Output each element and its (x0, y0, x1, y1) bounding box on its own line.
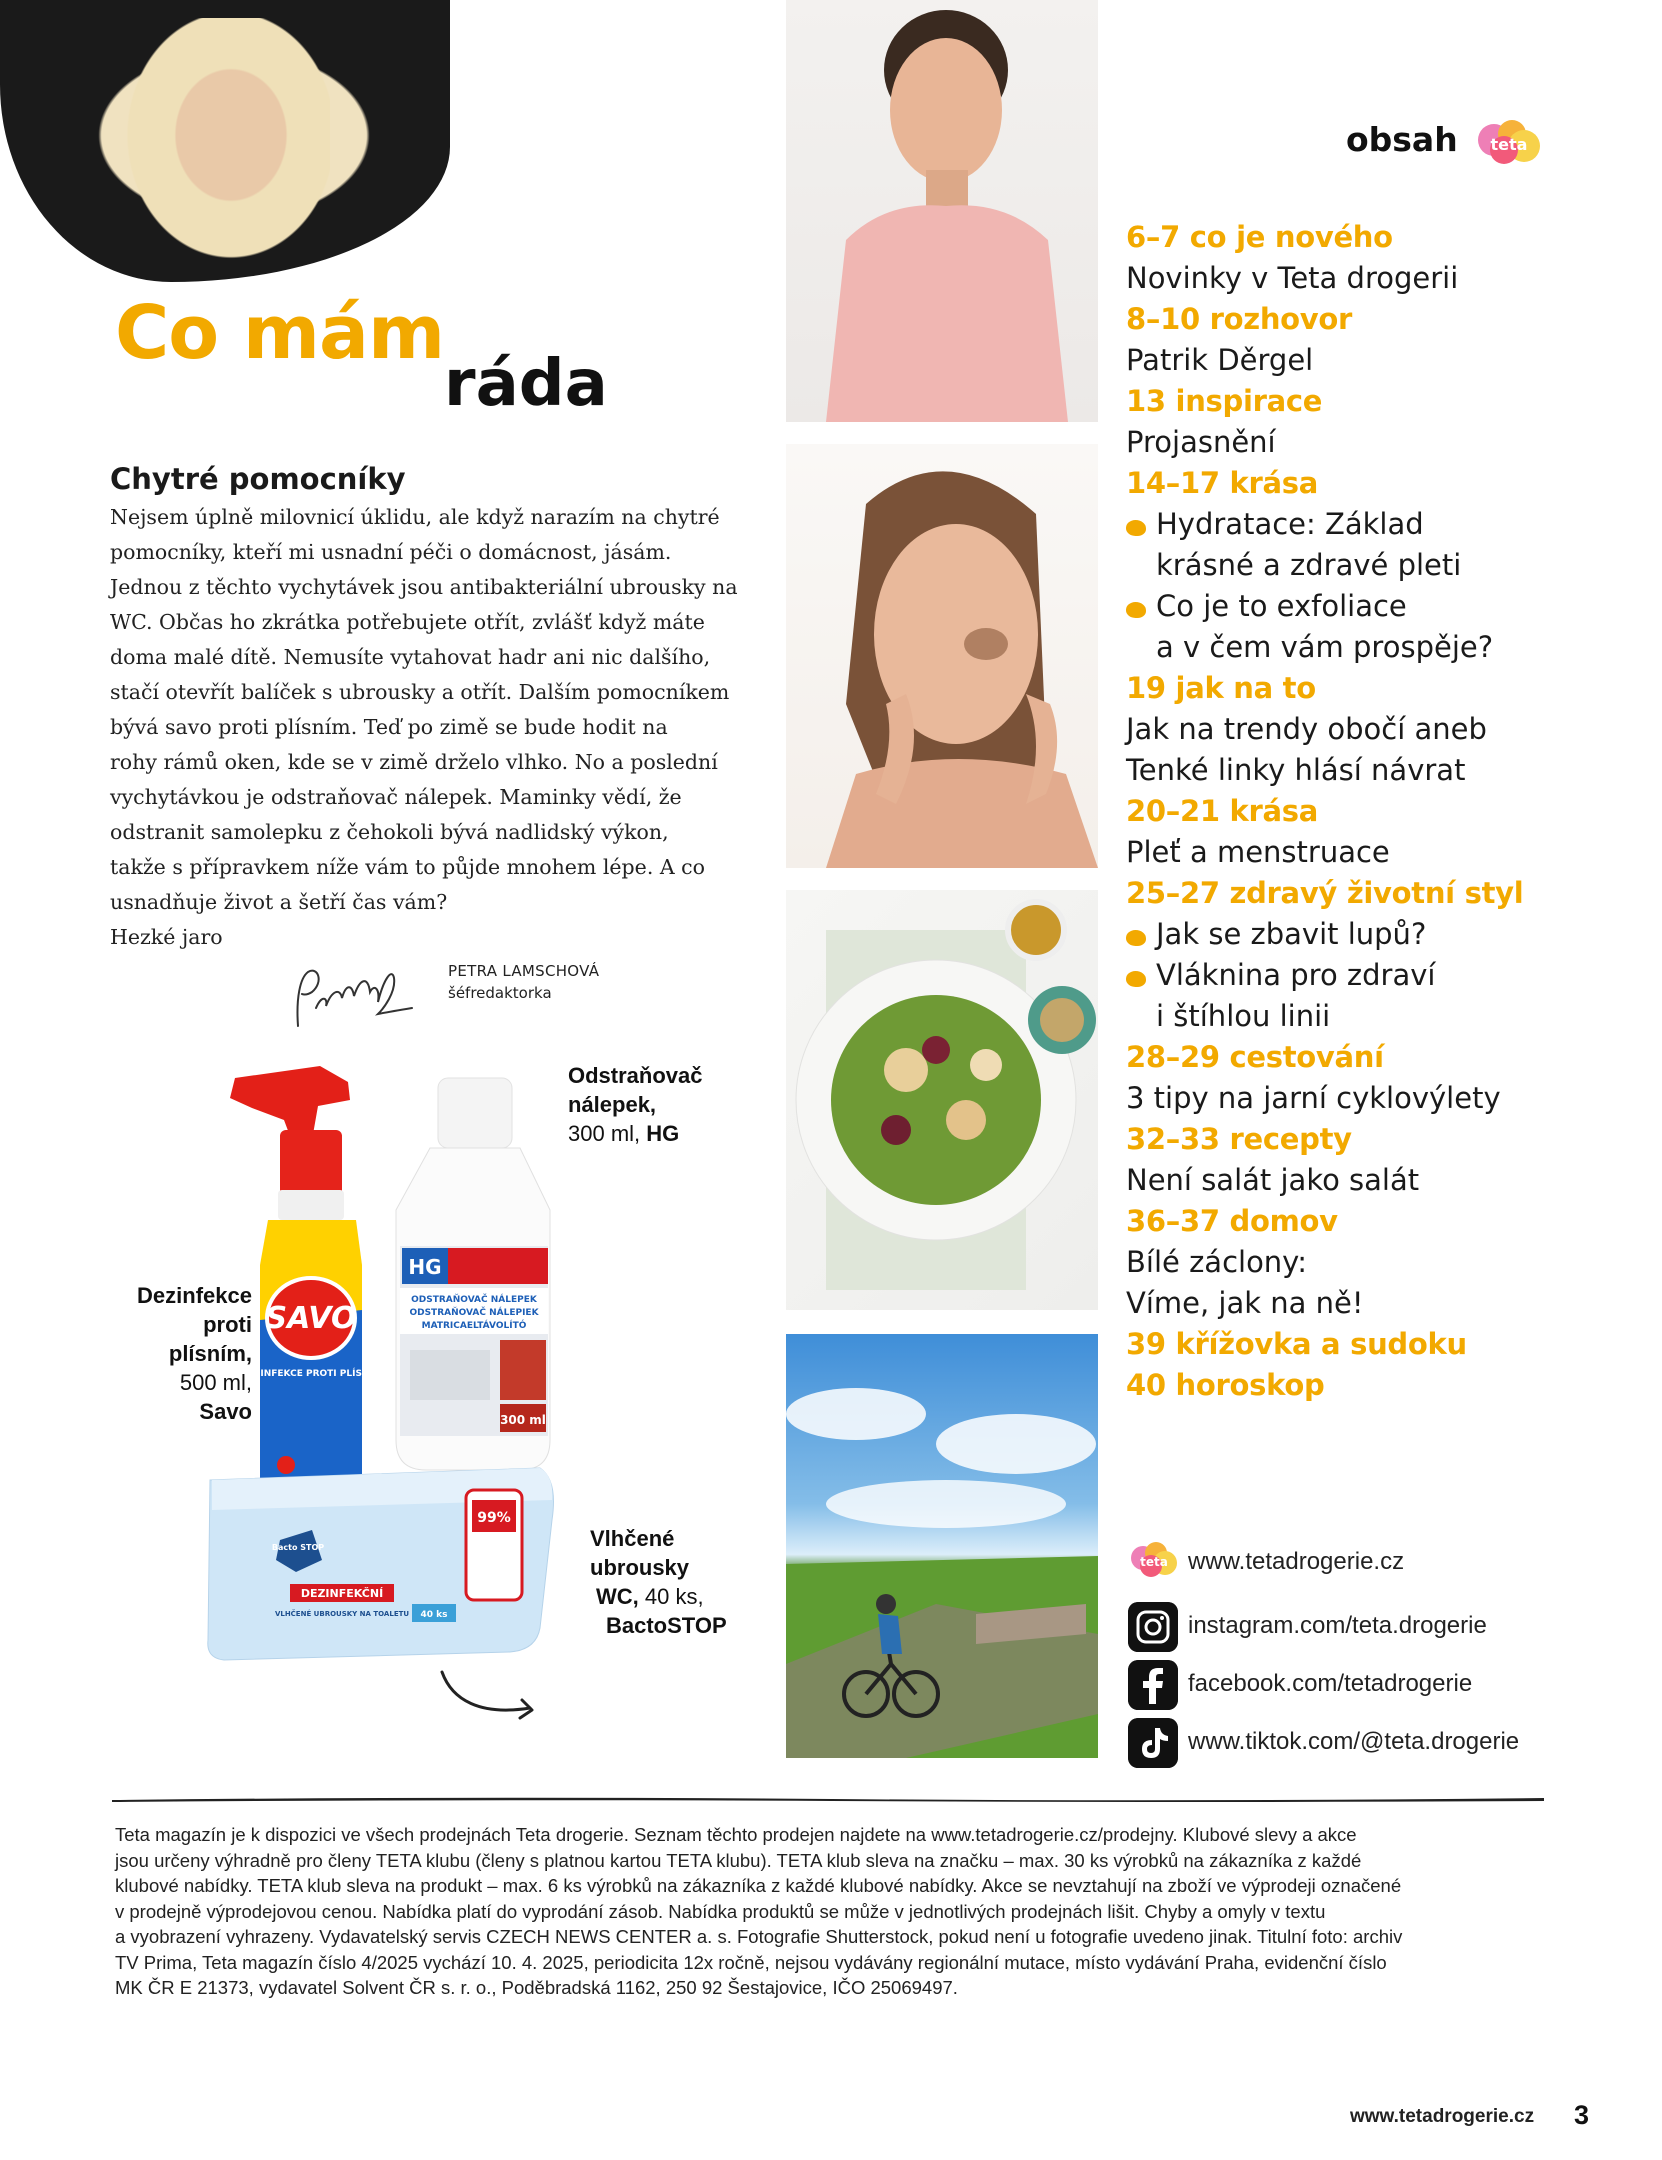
photo-salad (786, 890, 1098, 1310)
tiktok-icon (1128, 1718, 1178, 1768)
photo-patrik-dergel (786, 0, 1098, 422)
body-line: bývá savo proti plísním. Teď po zimě se bude hodit na (110, 715, 668, 739)
teta-logo-icon (1472, 118, 1546, 166)
table-of-contents (1126, 217, 1626, 1406)
toc-heading[interactable]: 8–10 rozhovor (1126, 302, 1353, 336)
toc-item: Pleť a menstruace (1126, 835, 1390, 869)
body-line: stačí otevřít balíček s ubrousky a otřít. Dalším pomocníkem (110, 680, 730, 704)
toc-heading[interactable]: 6–7 co je nového (1126, 220, 1393, 254)
hg-text-1: ODSTRAŇOVAČ NÁLEPEK (411, 1295, 537, 1305)
toc-item: Patrik Děrgel (1126, 343, 1314, 377)
label-line: nálepek, (568, 1092, 657, 1117)
instagram-url[interactable]: instagram.com/teta.drogerie (1188, 1612, 1487, 1639)
bacto-pct-text: 99% (477, 1510, 511, 1526)
instagram-link[interactable] (1128, 1598, 1598, 1656)
label-line: BactoSTOP (606, 1613, 727, 1638)
bacto-brand-text: Bacto STOP (271, 1543, 325, 1552)
body-line: vychytávkou je odstraňovač nálepek. Maminky vědí, že (110, 785, 682, 809)
toc-item: Vláknina pro zdraví (1126, 955, 1626, 996)
photo-woman-exfoliation (786, 444, 1098, 868)
body-line: doma malé dítě. Nemusíte vytahovat hadr ani nic dalšího, (110, 645, 711, 669)
imprint-line: jsou určeny výhradně pro členy TETA klubu (členy s platnou kartou TETA klubu). TETA klub sleva na značku – max. 30 ks výrobků na zákazníka z každé (115, 1849, 1362, 1871)
bullet-icon (1126, 602, 1146, 618)
toc-heading[interactable]: 25–27 zdravý životní styl (1126, 876, 1524, 910)
headline-part2: ráda (444, 347, 608, 421)
bactostop-pack (208, 1468, 554, 1660)
toc-item: 3 tipy na jarní cyklovýlety (1126, 1081, 1501, 1115)
hg-bottle (396, 1078, 550, 1470)
imprint-text (115, 1822, 1535, 2001)
body-line: Jednou z těchto vychytávek jsou antibakteriální ubrousky na (110, 575, 738, 599)
tiktok-link[interactable] (1128, 1714, 1598, 1772)
footer-url[interactable]: www.tetadrogerie.cz (1350, 2106, 1535, 2127)
toc-item: Jak na trendy obočí aneb (1126, 712, 1487, 746)
toc-item: Novinky v Teta drogerii (1126, 261, 1459, 295)
body-line: usnadňuje život a šetří čas vám? (110, 890, 448, 914)
toc-heading[interactable]: 28–29 cestování (1126, 1040, 1384, 1074)
page-number: 3 (1574, 2100, 1590, 2130)
teta-logo-text: teta (1490, 135, 1528, 154)
label-line: Vlhčené (590, 1526, 675, 1551)
instagram-icon (1128, 1602, 1178, 1652)
author-role: šéfredaktorka (448, 984, 552, 1002)
imprint-line: MK ČR E 21373, vydavatel Solvent ČR s. r. o., Poděbradská 1162, 250 92 Šestajovice, IČO 25069497. (115, 1977, 958, 1998)
label-line: Savo (199, 1399, 252, 1424)
hg-text-3: MATRICAELTÁVOLÍTÓ (421, 1321, 527, 1331)
toc-heading[interactable]: 13 inspirace (1126, 384, 1323, 418)
tiktok-url[interactable]: www.tiktok.com/@teta.drogerie (1188, 1728, 1520, 1755)
body-line: rohy rámů oken, kde se v zimě drželo vlhko. No a poslední (110, 750, 718, 774)
savo-brand-text: SAVO (265, 1301, 357, 1336)
toc-item: Co je to exfoliace (1126, 586, 1626, 627)
label-line: Odstraňovač (568, 1063, 703, 1088)
website-link[interactable] (1128, 1540, 1598, 1598)
editorial-subtitle: Chytré pomocníky (110, 462, 406, 496)
bullet-icon (1126, 971, 1146, 987)
toc-heading[interactable]: 14–17 krása (1126, 466, 1318, 500)
product-label-hg (568, 1061, 703, 1148)
bacto-count-text: 40 ks (420, 1610, 448, 1620)
arrow-icon (442, 1672, 530, 1710)
imprint-line: a vyobrazení vyhrazeny. Vydavatelský servis CZECH NEWS CENTER a. s. Fotografie Shutterstock, pokud není u fotografie uvedeno jinak. Titulní foto: archiv (115, 1926, 1403, 1947)
hg-brand-text: HG (408, 1255, 442, 1279)
hg-text-2: ODSTRAŇOVAČ NÁLEPIEK (409, 1308, 539, 1318)
author-name: PETRA LAMSCHOVÁ (448, 962, 600, 980)
label-line: Dezinfekce (137, 1283, 252, 1308)
savo-bottle (230, 1066, 382, 1502)
editor-face (110, 18, 330, 278)
product-label-bactostop: Vlhčené ubrousky WC, 40 ks, BactoSTOP (590, 1526, 727, 1638)
label-line: 300 ml, (568, 1121, 647, 1146)
editor-signature (288, 948, 428, 1038)
label-line: ubrousky (590, 1555, 690, 1580)
photo-cycling-landscape (786, 1334, 1098, 1758)
toc-item: Projasnění (1126, 425, 1276, 459)
website-url[interactable]: www.tetadrogerie.cz (1188, 1548, 1405, 1575)
imprint-line: v prodejně výprodejovou cenou. Nabídka platí do vyprodání zásob. Nabídka produktů se může v jednotlivých prodejnách lišit. Chyby a omyly v textu (115, 1900, 1326, 1922)
bacto-sub-text: VLHČENÉ UBROUSKY NA TOALETU (274, 1610, 410, 1618)
label-line: proti (203, 1312, 252, 1337)
facebook-url[interactable]: facebook.com/tetadrogerie (1188, 1670, 1473, 1697)
teta-logo-icon (1128, 1540, 1180, 1580)
toc-item: Hydratace: Základ (1126, 504, 1626, 545)
body-line: takže s přípravkem níže vám to půjde mnohem lépe. A co (110, 855, 705, 879)
editor-portrait-photo (0, 0, 450, 282)
toc-item: a v čem vám prospěje? (1156, 630, 1494, 664)
bacto-label-text: DEZINFEKČNÍ (300, 1587, 384, 1600)
savo-label-text: DEZINFEKCE PROTI PLÍSNÍM (240, 1369, 382, 1379)
body-line: Hezké jaro (110, 925, 223, 949)
hg-volume-text: 300 ml (500, 1413, 546, 1427)
toc-heading[interactable]: 39 křížovka a sudoku (1126, 1327, 1467, 1361)
footer-divider (112, 1794, 1544, 1804)
toc-heading[interactable]: 20–21 krása (1126, 794, 1318, 828)
body-line: WC. Občas ho zkrátka potřebujete otřít, zvlášť když máte (110, 610, 705, 634)
toc-item: krásné a zdravé pleti (1156, 548, 1462, 582)
products-illustration (200, 1060, 620, 1760)
headline-part1: Co mám (115, 290, 445, 376)
social-links (1128, 1540, 1598, 1772)
body-line: Nejsem úplně milovnicí úklidu, ale když narazím na chytré (110, 505, 720, 529)
facebook-link[interactable] (1128, 1656, 1598, 1714)
toc-heading[interactable]: 36–37 domov (1126, 1204, 1338, 1238)
imprint-line: klubové nabídky. TETA klub sleva na produkt – max. 6 ks výrobků na zákazníka z každé klubové nabídky. Akce se nevztahují na zboží ve výprodeji označené (115, 1875, 1402, 1896)
bullet-icon (1126, 520, 1146, 536)
toc-heading[interactable]: 19 jak na to (1126, 671, 1316, 705)
toc-item: Není salát jako salát (1126, 1163, 1420, 1197)
imprint-line: TV Prima, Teta magazín číslo 4/2025 vychází 10. 4. 2025, periodicita 12x ročně, nejsou vydávány regionální mutace, místo vydávání Praha, evidenční číslo (115, 1951, 1387, 1973)
toc-title: obsah (1346, 120, 1458, 159)
label-line: plísním, (168, 1341, 252, 1366)
imprint-line: Teta magazín je k dispozici ve všech prodejnách Teta drogerie. Seznam těchto prodejen najdete na www.tetadrogerie.cz/prodejny. Klubové slevy a akce (115, 1824, 1357, 1845)
label-line: 500 ml, (179, 1370, 252, 1395)
product-label-savo (112, 1281, 252, 1426)
toc-item: Bílé záclony: (1126, 1245, 1308, 1279)
editorial-body (110, 500, 745, 955)
toc-item: Tenké linky hlásí návrat (1126, 753, 1466, 787)
label-brand: HG (646, 1121, 680, 1146)
body-line: pomocníky, kteří mi usnadní péči o domácnost, jásám. (110, 540, 672, 564)
toc-heading[interactable]: 32–33 recepty (1126, 1122, 1352, 1156)
toc-item: Jak se zbavit lupů? (1126, 914, 1626, 955)
toc-item: Víme, jak na ně! (1126, 1286, 1364, 1320)
teta-logo-text: teta (1140, 1555, 1168, 1569)
bullet-icon (1126, 930, 1146, 946)
toc-heading[interactable]: 40 horoskop (1126, 1368, 1325, 1402)
facebook-icon (1128, 1660, 1178, 1710)
body-line: odstranit samolepku z čehokoli bývá nadlidský výkon, (110, 820, 669, 844)
toc-item: i štíhlou linii (1156, 999, 1331, 1033)
